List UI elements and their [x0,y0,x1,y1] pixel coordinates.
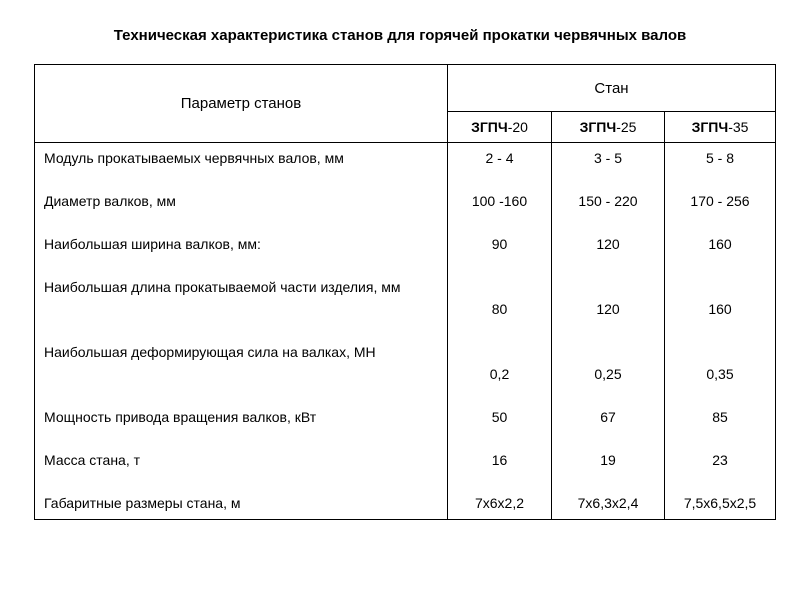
value-cell: 150 - 220 [578,193,638,209]
param-label: Мощность привода вращения валков, кВт [44,409,317,425]
value-cell: 67 [600,409,616,425]
value-cell: 7,5х6,5х2,5 [683,495,757,511]
mill-2-column [552,143,665,520]
param-label: Диаметр валков, мм [44,193,176,209]
mill-header-1-suffix: -20 [507,119,528,135]
mill-header-2 [552,112,665,143]
mill-header-3-prefix: ЗГПЧ [691,119,729,135]
value-cell: 120 [596,301,620,317]
table-body-row [35,143,776,520]
mill-3-column [665,143,776,520]
mill-1-column [448,143,552,520]
value-cell: 85 [712,409,728,425]
param-label: Масса стана, т [44,452,141,468]
param-label: Габаритные размеры стана, м [44,495,241,511]
mill-header-1 [448,112,552,143]
value-cell: 19 [600,452,616,468]
param-label: Наибольшая ширина валков, мм: [44,236,261,252]
param-label: Наибольшая деформирующая сила на валках, МН [44,344,376,360]
header-mill: Стан [448,65,776,112]
value-cell: 23 [712,452,728,468]
header-row [35,65,776,112]
value-cell: 3 - 5 [593,150,622,166]
mill-header-2-suffix: -25 [616,119,637,135]
specification-table [34,64,776,520]
value-cell: 5 - 8 [706,150,735,166]
mill-header-3-suffix: -35 [728,119,749,135]
value-cell: 2 - 4 [485,150,514,166]
value-cell: 160 [708,236,732,252]
param-label: Модуль прокатываемых червячных валов, мм [44,150,344,166]
param-label: Наибольшая длина прокатываемой части изделия, мм [44,279,401,295]
value-cell: 160 [708,301,732,317]
value-cell: 7х6,3х2,4 [577,495,639,511]
mill-header-3 [665,112,776,143]
value-cell: 7х6х2,2 [474,495,525,511]
value-cell: 100 -160 [471,193,528,209]
mill-header-2-prefix: ЗГПЧ [579,119,617,135]
param-column [35,143,448,520]
value-cell: 90 [491,236,508,252]
value-cell: 120 [596,236,620,252]
header-param: Параметр станов [35,65,448,143]
mill-header-1-prefix: ЗГПЧ [471,119,508,135]
value-cell: 80 [491,301,508,317]
value-cell: 0,2 [489,366,510,382]
page-title: Техническая характеристика станов для горячей прокатки червячных валов [113,27,687,44]
value-cell: 170 - 256 [690,193,750,209]
value-cell: 50 [491,409,508,425]
value-cell: 16 [491,452,508,468]
value-cell: 0,25 [594,366,622,382]
value-cell: 0,35 [706,366,734,382]
